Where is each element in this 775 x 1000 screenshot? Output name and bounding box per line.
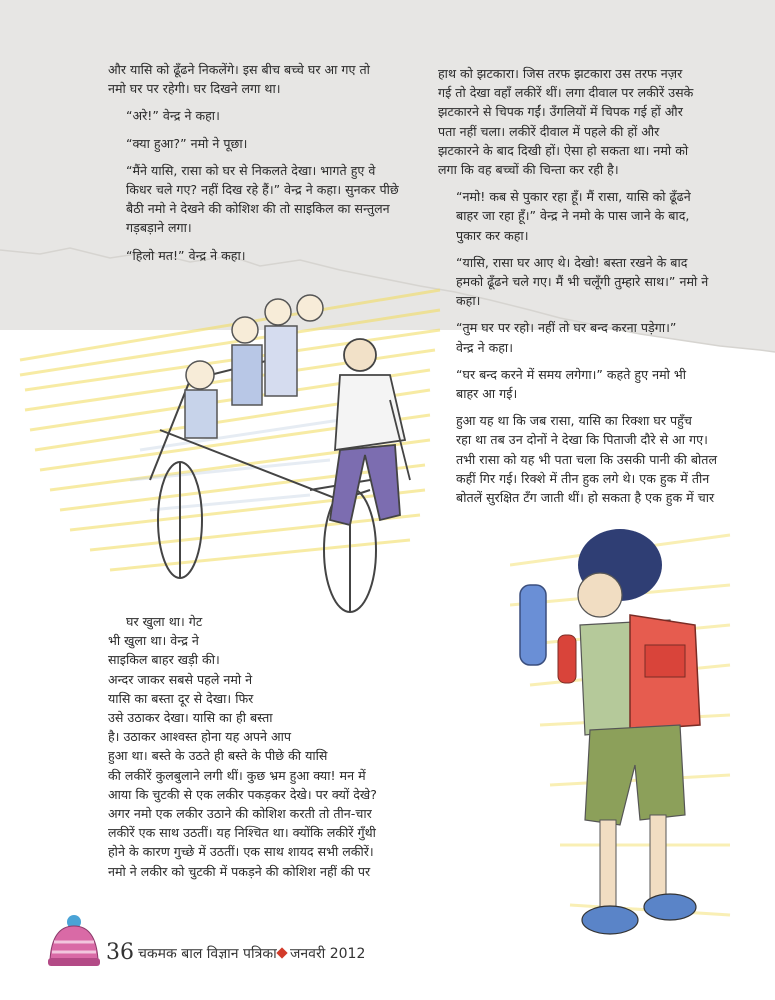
diamond-icon: [276, 947, 287, 958]
rickshaw-cyclist-illustration: [10, 250, 450, 620]
text-line: बोतलें सुरक्षित टँग जाती थीं। हो सकता है एक हुक में चार: [456, 490, 715, 506]
paragraph: [108, 60, 414, 98]
text-line: उसे उठाकर देखा। यासि का ही बस्ता: [108, 710, 273, 726]
right-column-top: [438, 64, 738, 515]
text-line: पता नहीं चला। लकीरें दीवाल में पहले की हों और: [438, 123, 660, 139]
paragraph: [438, 365, 738, 403]
page-number: 36: [106, 940, 134, 965]
text-line: गई तो देखा वहाँ लकीरें थीं। लगा दीवाल पर लकीरें उसके: [438, 85, 694, 101]
magazine-title: चकमक बाल विज्ञान पत्रिका: [138, 946, 277, 962]
text-line: किधर चले गए? नहीं दिख रहे हैं।” वेन्द्र ने कहा। सुनकर पीछे: [126, 182, 399, 198]
text-line: हुआ था। बस्ते के उठते ही बस्ते के पीछे की यासि: [108, 748, 328, 764]
text-line: झटकारने से चिपक गईं। उँगलियों में चिपक गई हों और: [438, 104, 683, 120]
text-line: अन्दर जाकर सबसे पहले नमो ने: [108, 671, 253, 687]
text-line: अगर नमो एक लकीर उठाने की कोशिश करती तो तीन-चार: [108, 806, 372, 822]
text-line: होने के कारण गुच्छे में उठतीं। एक साथ शायद सभी लकीरें।: [108, 844, 374, 860]
paragraph: [438, 318, 738, 356]
text-line: बैठी नमो ने देखने की कोशिश की तो साइकिल का सन्तुलन: [126, 201, 390, 217]
boy-with-backpack-illustration: [510, 525, 740, 970]
text-line: है। उठाकर आश्वस्त होना यह अपने आप: [108, 729, 292, 745]
paragraph: [438, 187, 738, 245]
text-line: “नमो! कब से पुकार रहा हूँ। मैं रासा, यासि को ढूँढने: [456, 189, 691, 205]
text-line: “मैंने यासि, रासा को घर से निकलते देखा। भागते हुए वे: [126, 162, 376, 178]
left-column-bottom: [108, 612, 414, 881]
paragraph: [438, 411, 738, 507]
text-line: घर खुला था। गेट: [126, 614, 203, 629]
text-line: लकीरें एक साथ उठतीं। यह निश्चित था। क्योंकि लकीरें गुँथी: [108, 825, 376, 841]
text-line: यासि का बस्ता दूर से देखा। फिर: [108, 690, 254, 706]
text-line: बाहर आ गई।: [456, 386, 518, 402]
text-line: वेन्द्र ने कहा।: [456, 339, 513, 355]
text-line: बाहर जा रहा हूँ।” वेन्द्र ने नमो के पास जाने के बाद,: [456, 208, 690, 224]
woolen-cap-icon: [44, 912, 100, 972]
text-line: नमो घर पर रहेगी। घर दिखने लगा था।: [108, 81, 281, 97]
text-line: भी खुला था। वेन्द्र ने: [108, 633, 199, 649]
text-line: “घर बन्द करने में समय लगेगा।” कहते हुए नमो भी: [456, 366, 686, 382]
text-line: हुआ यह था कि जब रासा, यासि का रिक्शा घर पहुँच: [456, 413, 692, 429]
paragraph: “क्या हुआ?” नमो ने पूछा।: [126, 135, 248, 151]
text-line: नमो ने लकीर को चुटकी में पकड़ने की कोशिश नहीं की पर: [108, 863, 371, 879]
paragraph: [438, 64, 738, 179]
page-footer: [50, 930, 450, 980]
text-line: और यासि को ढूँढने निकलेंगे। इस बीच बच्चे घर आ गए तो: [108, 62, 370, 77]
issue-month: जनवरी 2012: [290, 946, 366, 962]
left-column-top: [108, 60, 414, 273]
text-line: साइकिल बाहर खड़ी की।: [108, 652, 220, 668]
text-line: कहा।: [456, 293, 481, 309]
text-line: झटकारने के बाद दिखी हों। ऐसा हो सकता था। नमो को: [438, 142, 689, 158]
text-line: तभी रासा को यह भी पता चला कि उसकी पानी की बोतल: [456, 451, 718, 467]
text-line: कहीं गिर गई। रिक्शे में तीन हुक लगे थे। एक हुक में तीन: [456, 470, 710, 486]
paragraph: [438, 253, 738, 311]
text-line: हाथ को झटकारा। जिस तरफ झटकारा उस तरफ नज़र: [438, 66, 683, 81]
text-line: आया कि चुटकी से एक लकीर पकड़कर देखे। पर क्यों देखे?: [108, 786, 377, 802]
text-line: की लकीरें कुलबुलाने लगी थीं। कुछ भ्रम हुआ क्या! मन में: [108, 767, 366, 783]
text-line: पुकार कर कहा।: [456, 227, 529, 243]
text-line: लगा कि वह बच्चों की चिन्ता कर रही है।: [438, 162, 619, 178]
text-line: हमको ढूँढने चले गए। मैं भी चलूँगी तुम्हारे साथ।” नमो ने: [456, 274, 709, 290]
text-line: “तुम घर पर रहो। नहीं तो घर बन्द करना पड़ेगा।”: [456, 320, 677, 336]
paragraph: “अरे!” वेन्द्र ने कहा।: [126, 108, 220, 124]
text-line: “यासि, रासा घर आए थे। देखो! बस्ता रखने के बाद: [456, 254, 688, 270]
paragraph: [108, 161, 414, 238]
paragraph: “हिलो मत!” वेन्द्र ने कहा।: [126, 247, 246, 263]
text-line: गड़बड़ाने लगा।: [126, 220, 192, 236]
text-line: रहा था तब उन दोनों ने देखा कि पिताजी दौरे से आ गए।: [456, 432, 708, 448]
